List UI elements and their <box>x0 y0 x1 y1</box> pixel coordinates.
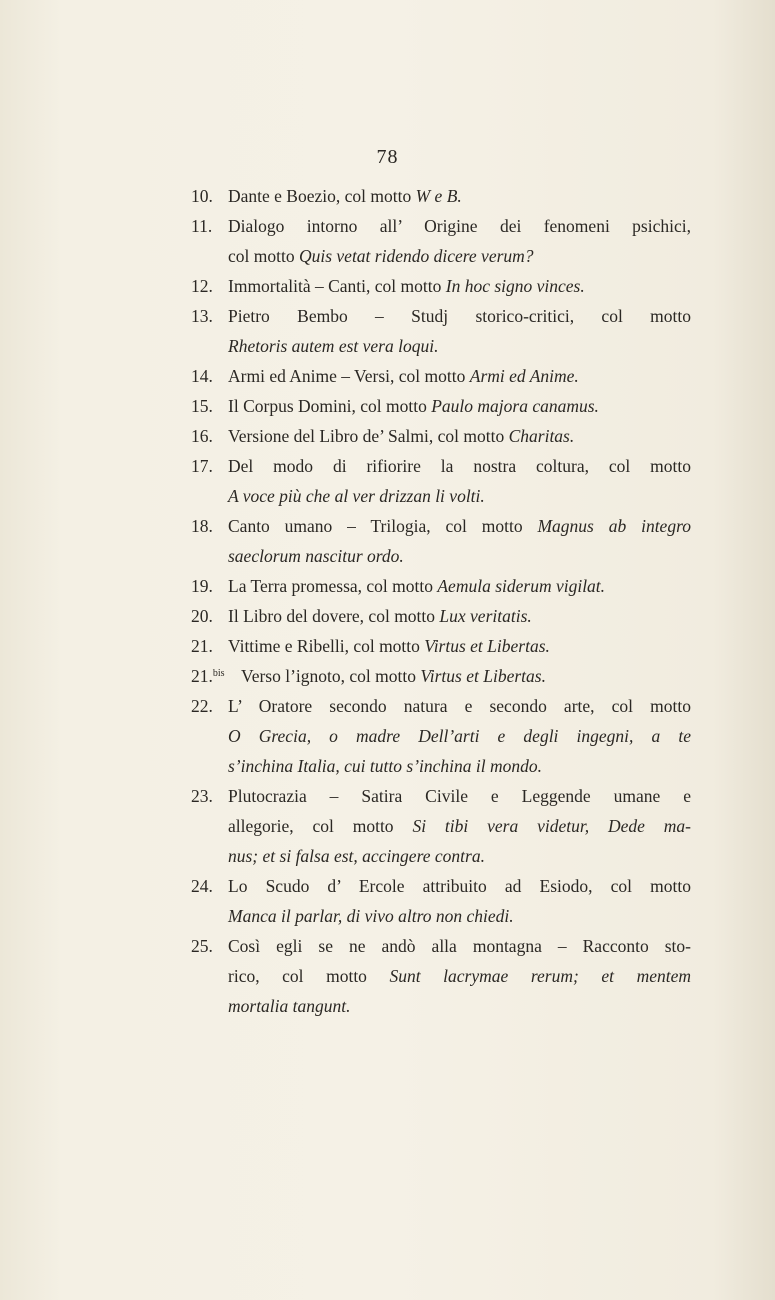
entry-motto: Virtus et Libertas. <box>420 666 546 686</box>
entry-number: 12. <box>191 276 213 296</box>
entry-line <box>228 391 691 421</box>
entry-motto: Lux veritatis. <box>439 606 532 626</box>
entry-motto: mortalia tangunt. <box>228 996 351 1016</box>
entry-line <box>228 961 691 991</box>
entry-line <box>228 991 691 1021</box>
entry-line <box>228 811 691 841</box>
entry-line <box>228 451 691 481</box>
entry-number: 13. <box>191 306 213 326</box>
entry-number: 19. <box>191 576 213 596</box>
entry-number: 15. <box>191 396 213 416</box>
entry-motto: In hoc signo vinces. <box>445 276 585 296</box>
list-item <box>191 781 691 871</box>
entry-line <box>228 931 691 961</box>
list-item <box>191 661 691 691</box>
entry-number: 21. <box>191 636 213 656</box>
list-item <box>191 931 691 1021</box>
entry-line <box>228 361 691 391</box>
list-item <box>191 391 691 421</box>
entry-text: Il Corpus Domini, col motto <box>228 396 432 416</box>
entry-line <box>228 721 691 751</box>
entry-motto: Armi ed Anime. <box>469 366 579 386</box>
entry-line <box>228 901 691 931</box>
entry-text: La Terra promessa, col motto <box>228 576 438 596</box>
entry-line <box>228 211 691 241</box>
entry-text: Pietro Bembo – Studj storico-critici, col motto <box>228 306 691 326</box>
entry-motto: Manca il parlar, di vivo altro non chiedi. <box>228 906 514 926</box>
entry-line <box>228 181 691 211</box>
list-item <box>191 271 691 301</box>
entry-line <box>228 481 691 511</box>
entry-text: Versione del Libro de’ Salmi, col motto <box>228 426 509 446</box>
entry-line <box>228 541 691 571</box>
entry-motto: Rhetoris autem est vera loqui. <box>228 336 439 356</box>
entry-number: 24. <box>191 876 213 896</box>
entry-motto: Paulo majora canamus. <box>431 396 599 416</box>
entry-number: 17. <box>191 456 213 476</box>
entry-line <box>228 571 691 601</box>
list-item <box>191 451 691 511</box>
entry-text: Verso l’ignoto, col motto <box>241 666 421 686</box>
entry-line <box>241 661 691 691</box>
entry-text: Dante e Boezio, col motto <box>228 186 416 206</box>
entry-line <box>228 691 691 721</box>
entry-line <box>228 631 691 661</box>
list-item <box>191 361 691 391</box>
entry-text: Del modo di rifiorire la nostra coltura, col motto <box>228 456 691 476</box>
entry-line <box>228 841 691 871</box>
entry-number: 16. <box>191 426 213 446</box>
entry-number: 10. <box>191 186 213 206</box>
entry-line <box>228 301 691 331</box>
entry-motto: A voce più che al ver drizzan li volti. <box>228 486 485 506</box>
list-item <box>191 691 691 781</box>
entry-motto: Magnus ab integro <box>537 516 691 536</box>
entry-number: 11. <box>191 216 213 236</box>
entry-text: Canto umano – Trilogia, col motto <box>228 516 538 536</box>
entry-line <box>228 241 691 271</box>
entry-motto: Charitas. <box>508 426 575 446</box>
entry-text: Dialogo intorno all’ Origine dei fenomeni psichici, <box>228 216 691 236</box>
entry-line <box>228 331 691 361</box>
entry-line <box>228 751 691 781</box>
list-item <box>191 631 691 661</box>
entry-number: 14. <box>191 366 213 386</box>
entry-line <box>228 511 691 541</box>
list-item <box>191 571 691 601</box>
catalog-list <box>191 181 691 1021</box>
entry-line <box>228 271 691 301</box>
list-item <box>191 601 691 631</box>
entry-line <box>228 781 691 811</box>
entry-motto: W e B. <box>415 186 462 206</box>
entry-text: Immortalità – Canti, col motto <box>228 276 446 296</box>
entry-number: 22. <box>191 696 213 716</box>
entry-text: allegorie, col motto <box>228 816 413 836</box>
entry-text: Così egli se ne andò alla montagna – Racconto sto- <box>228 936 691 956</box>
entry-number: 18. <box>191 516 213 536</box>
entry-motto: Si tibi vera videtur, Dede ma- <box>412 816 691 836</box>
entry-motto: O Grecia, o madre Dell’arti e degli ingegni, a te <box>228 726 691 746</box>
entry-text: Lo Scudo d’ Ercole attribuito ad Esiodo, col motto <box>228 876 691 896</box>
entry-line <box>228 421 691 451</box>
list-item <box>191 211 691 271</box>
entry-text: Vittime e Ribelli, col motto <box>228 636 425 656</box>
list-item <box>191 511 691 571</box>
entry-number: 25. <box>191 936 213 956</box>
entry-text: Il Libro del dovere, col motto <box>228 606 440 626</box>
page-number: 78 <box>376 146 399 168</box>
list-item <box>191 301 691 361</box>
entry-motto: saeclorum nascitur ordo. <box>228 546 404 566</box>
entry-motto: Aemula siderum vigilat. <box>437 576 606 596</box>
entry-text: Armi ed Anime – Versi, col motto <box>228 366 470 386</box>
entry-motto: Sunt lacrymae rerum; et mentem <box>389 966 691 986</box>
entry-number: 21.$^{bis}$ <box>191 666 225 686</box>
list-item <box>191 871 691 931</box>
entry-number-suffix: bis <box>212 668 225 679</box>
entry-line <box>228 871 691 901</box>
entry-motto: nus; et si falsa est, accingere contra. <box>228 846 485 866</box>
entry-motto: Quis vetat ridendo dicere verum? <box>298 246 534 266</box>
entry-text: rico, col motto <box>228 966 390 986</box>
entry-number: 20. <box>191 606 213 626</box>
list-item <box>191 181 691 211</box>
entry-motto: s’inchina Italia, cui tutto s’inchina il mondo. <box>228 756 543 776</box>
entry-number: 23. <box>191 786 213 806</box>
entry-text: col motto <box>228 246 299 266</box>
entry-text: L’ Oratore secondo natura e secondo arte, col motto <box>228 696 691 716</box>
list-item <box>191 421 691 451</box>
entry-motto: Virtus et Libertas. <box>424 636 550 656</box>
entry-line <box>228 601 691 631</box>
entry-text: Plutocrazia – Satira Civile e Leggende umane e <box>228 786 691 806</box>
